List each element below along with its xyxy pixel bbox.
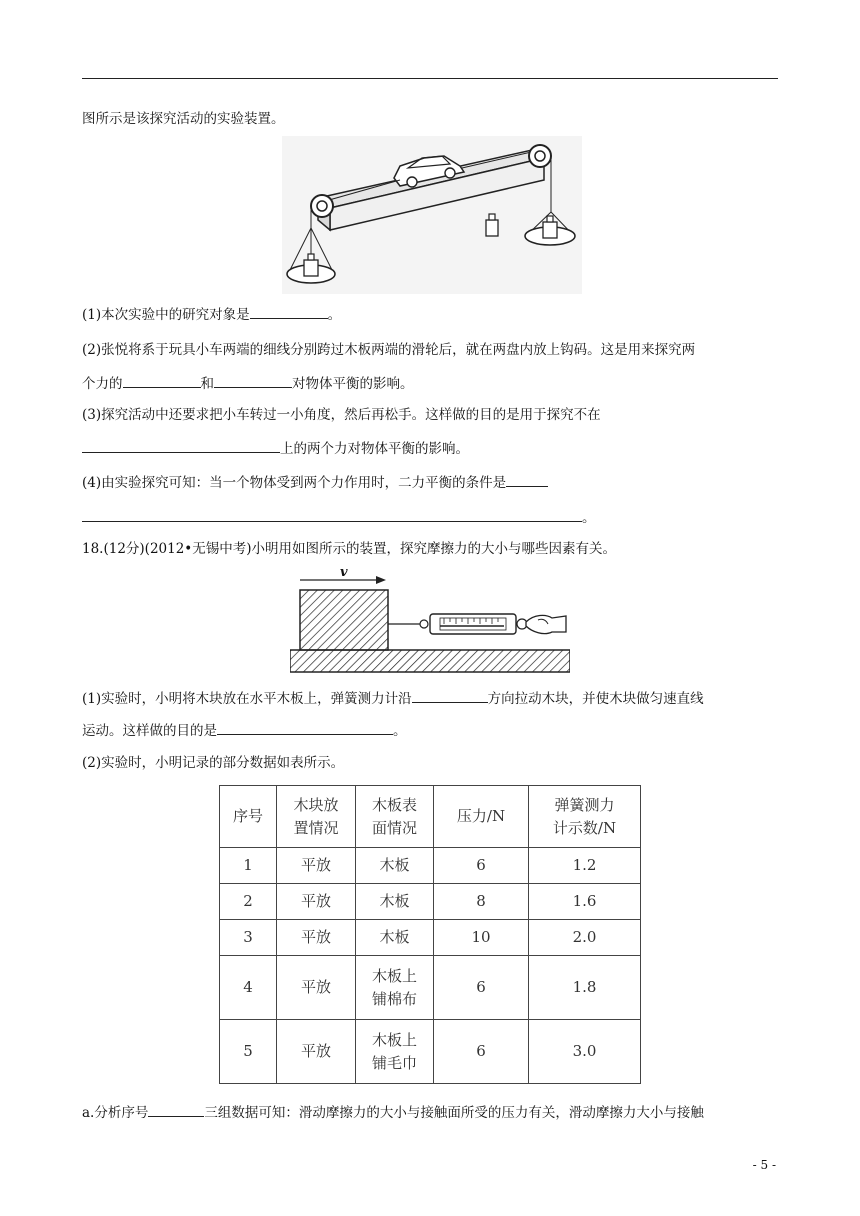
- header-cell: 序号: [220, 786, 277, 848]
- table-cell: 平放: [277, 848, 356, 884]
- table-cell: 4: [220, 956, 277, 1020]
- answer-blank[interactable]: [250, 305, 328, 319]
- table-cell: 平放: [277, 920, 356, 956]
- table-cell: 木板上 铺毛巾: [356, 1020, 434, 1084]
- answer-blank[interactable]: [214, 374, 292, 388]
- table-cell: 1.8: [529, 956, 641, 1020]
- table-cell: 2: [220, 884, 277, 920]
- answer-blank[interactable]: [412, 689, 488, 703]
- table-cell: 8: [434, 884, 529, 920]
- q17-part3-line1: (3)探究活动中还要求把小车转过一小角度，然后再松手。这样做的目的是用于探究不在: [82, 407, 601, 423]
- header-cell: 木板表 面情况: [356, 786, 434, 848]
- q18-part1-line2: 运动。这样做的目的是 。: [82, 723, 407, 739]
- answer-blank[interactable]: [217, 721, 393, 735]
- table-row: [220, 956, 641, 1020]
- table-cell: 木板: [356, 920, 434, 956]
- table-cell: 1.6: [529, 884, 641, 920]
- table-cell: 3: [220, 920, 277, 956]
- q17-part3-line2: 上的两个力对物体平衡的影响。: [82, 439, 469, 458]
- page-number: - 5 -: [752, 1158, 776, 1172]
- table-cell: 木板: [356, 848, 434, 884]
- q18-part1-line1: (1)实验时，小明将木块放在水平木板上，弹簧测力计沿 方向拉动木块，并使木块做匀速直线: [82, 691, 704, 707]
- table-header-row: [220, 786, 641, 848]
- q18-part-a: a.分析序号 三组数据可知：滑动摩擦力的大小与接触面所受的压力有关，滑动摩擦力大小与接触: [82, 1105, 704, 1121]
- table-row: [220, 848, 641, 884]
- table-cell: 1: [220, 848, 277, 884]
- q18-part2: (2)实验时，小明记录的部分数据如表所示。: [82, 755, 345, 771]
- table-cell: 6: [434, 956, 529, 1020]
- answer-blank[interactable]: [148, 1103, 204, 1117]
- table-cell: 5: [220, 1020, 277, 1084]
- table-cell: 木板: [356, 884, 434, 920]
- answer-blank[interactable]: [506, 473, 548, 487]
- q18-title: 18.(12分)(2012•无锡中考)小明用如图所示的装置，探究摩擦力的大小与哪些因素有关。: [82, 541, 617, 557]
- table-cell: 3.0: [529, 1020, 641, 1084]
- table-cell: 平放: [277, 1020, 356, 1084]
- header-cell: 弹簧测力 计示数/N: [529, 786, 641, 848]
- balance-apparatus-figure: [282, 136, 582, 294]
- table-cell: 6: [434, 1020, 529, 1084]
- table-row: [220, 920, 641, 956]
- table-cell: 2.0: [529, 920, 641, 956]
- q17-part2-line1: (2)张悦将系于玩具小车两端的细线分别跨过木板两端的滑轮后，就在两盘内放上钩码。这是用来探究两: [82, 342, 696, 358]
- q17-part4-line2: 。: [82, 508, 596, 527]
- intro-text: 图所示是该探究活动的实验装置。: [82, 111, 285, 127]
- answer-blank[interactable]: [82, 508, 582, 522]
- q17-part4-line1: (4)由实验探究可知：当一个物体受到两个力作用时，二力平衡的条件是: [82, 473, 548, 492]
- header-rule: [82, 78, 778, 79]
- table-row: [220, 1020, 641, 1084]
- table-cell: 1.2: [529, 848, 641, 884]
- table-cell: 6: [434, 848, 529, 884]
- q17-part1: (1)本次实验中的研究对象是 。: [82, 307, 342, 323]
- header-cell: 压力/N: [434, 786, 529, 848]
- table-row: [220, 884, 641, 920]
- q17-part2-line2: 个力的 和 对物体平衡的影响。: [82, 376, 414, 392]
- header-cell: 木块放 置情况: [277, 786, 356, 848]
- table-cell: 10: [434, 920, 529, 956]
- answer-blank[interactable]: [82, 439, 280, 453]
- table-cell: 平放: [277, 956, 356, 1020]
- velocity-label: v: [340, 566, 348, 580]
- answer-blank[interactable]: [123, 374, 201, 388]
- table-cell: 木板上 铺棉布: [356, 956, 434, 1020]
- friction-apparatus-figure: [290, 566, 570, 676]
- friction-data-table: [219, 785, 641, 1084]
- table-cell: 平放: [277, 884, 356, 920]
